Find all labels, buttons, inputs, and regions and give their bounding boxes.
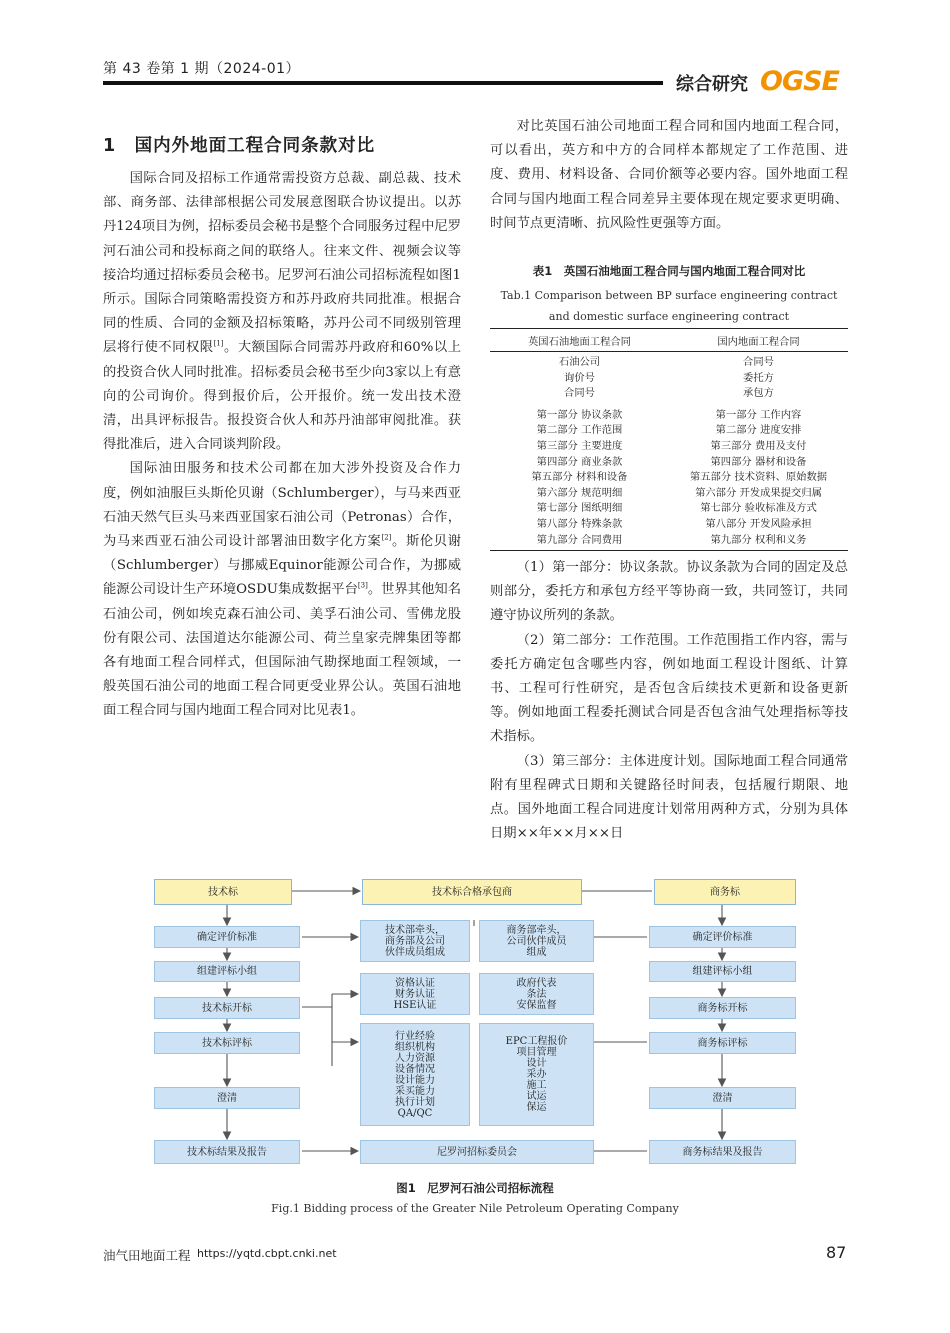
flow-box-nile-tender-committee: 尼罗河招标委员会 [360, 1140, 594, 1164]
flow-box-com-report: 商务标结果及报告 [649, 1140, 796, 1164]
bidding-flowchart [152, 876, 798, 1168]
running-header-section: 综合研究 [676, 74, 748, 95]
table-cell: 第三部分 主要进度 [536, 439, 623, 452]
paragraph [103, 457, 461, 723]
table-cell: 第四部分 商业条款 [536, 455, 623, 468]
running-header-issue: 第 43 卷第 1 期（2024-01） [103, 61, 301, 77]
table-cell: 第二部分 进度安排 [715, 424, 802, 437]
table-cell: 第五部分 技术资料、原始数据 [689, 471, 828, 484]
table-cell: 第七部分 验收标准及方式 [700, 502, 817, 515]
paragraph-text: 。斯伦贝谢（Schlumberger）与挪威Equinor能源公司合作，为挪威能源公司设计生产环境OSDU集成数据平台 [103, 534, 462, 598]
flow-box-capabilities: 行业经验 组织机构 人力资源 设备情况 设计能力 采买能力 执行计划 QA/QC [360, 1023, 470, 1126]
table-col-left [490, 408, 669, 548]
table-col-left [490, 355, 669, 402]
table-cell: 第九部分 权利和义务 [710, 533, 807, 546]
citation-ref: [3] [357, 582, 368, 591]
footer-journal-name: 油气田地面工程 [103, 1248, 191, 1263]
flow-box-tech-panel: 组建评标小组 [154, 961, 300, 982]
flow-box-qualified-contractors: 技术标合格承包商 [362, 879, 582, 905]
paragraph-text: 国际合同及招标工作通常需投资方总裁、副总裁、技术部、商务部、法律部根据公司发展意图联合协议提出。以苏丹124项目为例，招标委员会秘书是整个合同服务过程中尼罗河石油公司和投标商之间的联络人。往来文件、视频会议等接洽均通过招标委员会秘书。尼罗河石油公司招标流程如图1所示。国际合同策略需投资方和苏丹政府共同批准。根据合同的性质、合同的金额及招标策略，苏丹公司不同级别管理层将行使不同权限 [103, 171, 461, 356]
flow-box-com-clarification: 澄清 [649, 1087, 796, 1109]
paragraph: 对比英国石油公司地面工程合同和国内地面工程合同，可以看出，英方和中方的合同样本都规定了工作范围、进度、费用、材料设备、合同价额等必要内容。国外地面工程合同与国内地面工程合同差异主要体现在规定要求更明确、时间节点更清晰、抗风险性更强等方面。 [490, 119, 848, 231]
flow-box-tech-opening: 技术标开标 [154, 997, 300, 1019]
right-column-body [490, 556, 848, 846]
table-header-cell: 英国石油地面工程合同 [528, 335, 631, 348]
table-cell: 第二部分 工作范围 [536, 424, 623, 437]
paragraph: （3）第三部分：主体进度计划。国际地面工程合同通常附有里程碑式日期和关键路径时间表，包括履行期限、地点。国外地面工程合同进度计划常用两种方式，分别为具体日期××年××月××日 [490, 753, 848, 842]
table-cell: 第六部分 开发成果提交归属 [695, 486, 822, 499]
table-cell: 第五部分 材料和设备 [531, 471, 628, 484]
table-cell: 第八部分 开发风险承担 [705, 517, 812, 530]
citation-ref: [1] [213, 340, 224, 348]
footer-url[interactable]: https://yqtd.cbpt.cnki.net [197, 1247, 337, 1260]
table-group-1 [490, 352, 848, 402]
citation-ref: [2] [381, 533, 392, 542]
section-heading: 1 国内外地面工程合同条款对比 [103, 136, 376, 156]
paragraph: （1）第一部分：协议条款。协议条款为合同的固定及总则部分，委托方和承包方经平等协商一致，共同签订，共同遵守协议所列的条款。 [490, 560, 848, 624]
table-group-2 [490, 402, 848, 550]
table-cell: 委托方 [743, 371, 774, 384]
paragraph-text: 。世界其他知名石油公司，例如埃克森石油公司、美孚石油公司、雪佛龙股份有限公司、法国道达尔能源公司、荷兰皇家壳牌集团等都各有地面工程合同样式，但国际油气勘探地面工程领域，一般英国石油公司的地面工程合同更受业界公认。英国石油地面工程合同与国内地面工程合同对比见表1。 [103, 582, 461, 719]
table-cell: 第三部分 费用及支付 [710, 439, 807, 452]
table-cell: 承包方 [743, 387, 774, 400]
flowchart-connectors [152, 876, 798, 1168]
table-cell: 第六部分 规范明细 [536, 486, 623, 499]
flow-box-tech-clarification: 澄清 [154, 1087, 300, 1109]
table-cell: 询价号 [564, 371, 595, 384]
table-header-row [490, 329, 848, 352]
flow-box-government-reps: 政府代表 条法 安保监督 [479, 973, 594, 1015]
paragraph [103, 167, 461, 457]
flow-box-com-criteria: 确定评价标准 [649, 926, 796, 948]
flow-box-com-evaluation: 商务标评标 [649, 1032, 796, 1054]
flow-box-com-panel: 组建评标小组 [649, 961, 796, 982]
header-rule [103, 81, 663, 85]
table-cell: 第九部分 合同费用 [536, 533, 623, 546]
page-number: 87 [826, 1243, 847, 1262]
table-col-right [669, 408, 848, 548]
table-cell: 石油公司 [558, 356, 601, 368]
table-cell: 第七部分 图纸明细 [536, 502, 623, 515]
journal-logo: OGSE [760, 66, 840, 97]
paragraph-text: 。大额国际合同需苏丹政府和60%以上的投资合伙人同时批准。招标委员会秘书至少向3家以上有意向的公司询价。得到报价后，公开报价。统一发出技术澄清，出具评标报告。报投资合伙人和苏丹油部审阅批准。获得批准后，进入合同谈判阶段。 [103, 340, 461, 453]
paragraph-text: 国际油田服务和技术公司都在加大涉外投资及合作力度，例如油服巨头斯伦贝谢（Schlumberger），与马来西亚石油天然气巨头马来西亚国家石油公司（Petronas）合作，为马来西亚石油公司设计部署油田数字化方案 [103, 461, 461, 550]
table-col-right [669, 355, 848, 402]
flow-box-commercial-dept-lead: 商务部牵头， 公司伙伴成员 组成 [479, 920, 594, 962]
flow-box-technical-bid: 技术标 [154, 879, 292, 905]
flow-box-certifications: 资格认证 财务认证 HSE认证 [360, 973, 470, 1015]
table-cell: 合同号 [564, 387, 595, 400]
table-cell: 第八部分 特殊条款 [536, 517, 623, 530]
flow-box-tech-evaluation: 技术标评标 [154, 1032, 300, 1054]
comparison-table [490, 328, 848, 551]
flow-box-epc-quote: EPC工程报价 项目管理 设计 采办 施工 试运 保运 [479, 1023, 594, 1126]
figure-caption-en: Fig.1 Bidding process of the Greater Nile Petroleum Operating Company [271, 1202, 679, 1215]
table-caption: 表1 英国石油地面工程合同与国内地面工程合同对比 [532, 264, 806, 278]
flow-box-com-opening: 商务标开标 [649, 997, 796, 1019]
table-cell: 第一部分 工作内容 [715, 408, 802, 421]
table-cell: 合同号 [743, 356, 774, 368]
flow-box-tech-dept-lead: 技术部牵头， 商务部及公司 伙伴成员组成 [360, 920, 470, 962]
paragraph: （2）第二部分：工作范围。工作范围指工作内容，需与委托方确定包含哪些内容，例如地面工程设计图纸、计算书、工程可行性研究，是否包含后续技术更新和设备更新等。例如地面工程委托测试合同是否包含油气处理指标等技术指标。 [490, 632, 848, 745]
flow-box-tech-criteria: 确定评价标准 [154, 926, 300, 948]
flow-box-commercial-bid: 商务标 [654, 879, 796, 905]
right-column-intro [490, 115, 848, 236]
table-header-cell: 国内地面工程合同 [717, 335, 800, 348]
table-caption-en: Tab.1 Comparison between BP surface engineering contract and domestic surface engineering contract [500, 289, 838, 323]
flow-box-tech-report: 技术标结果及报告 [154, 1140, 300, 1164]
figure-caption: 图1 尼罗河石油公司招标流程 [396, 1181, 554, 1195]
table-cell: 第四部分 器材和设备 [710, 455, 807, 468]
left-column [103, 167, 461, 724]
table-cell: 第一部分 协议条款 [536, 408, 623, 421]
